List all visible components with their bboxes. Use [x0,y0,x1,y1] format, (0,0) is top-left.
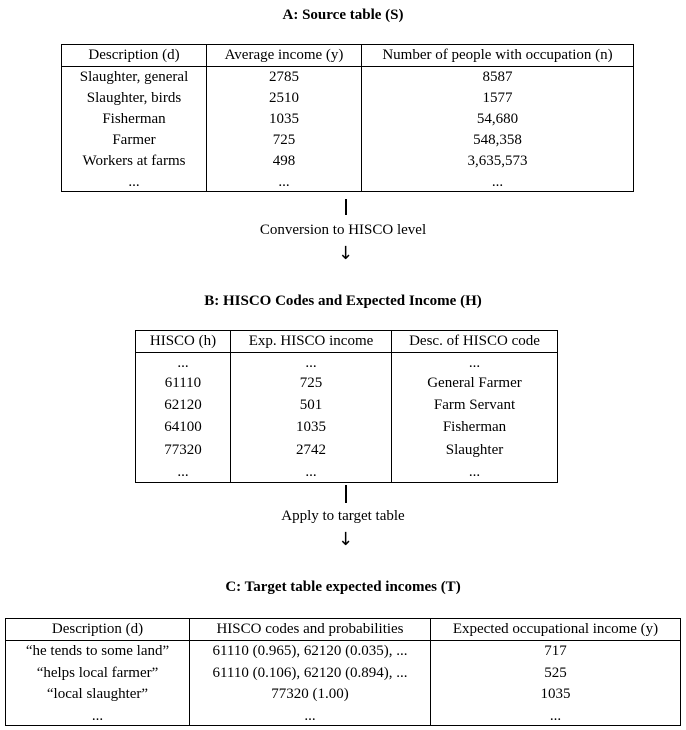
table-cell: ... [190,706,431,726]
table-cell: 77320 (1.00) [190,684,431,706]
hisco-table-body [136,353,558,483]
table-cell: ... [177,463,189,480]
table-cell: 1035 [207,109,362,130]
table-row [136,417,558,439]
column-header: Expected occupational income (y) [431,619,681,641]
down-arrow-icon: ↓ [338,243,354,264]
column-header: Average income (y) [207,45,362,67]
table-cell: 64100 [164,419,202,436]
connector-line [345,485,347,503]
source-table-title: A: Source table (S) [282,7,404,23]
table-cell: 725 [207,130,362,151]
table-cell: 62120 [164,397,202,414]
table-row [62,151,634,172]
table-cell: 77320 [164,441,202,458]
column-header: Description (d) [6,619,190,641]
column-header: HISCO (h) [136,331,231,353]
column-header: HISCO codes and probabilities [190,619,431,641]
table-cell: 2785 [207,67,362,89]
table-cell: ... [91,707,104,724]
table-row [6,663,681,685]
table-cell: 54,680 [362,109,634,130]
table-cell: 548,358 [362,130,634,151]
table-cell: 725 [231,373,392,395]
table-cell: Slaughter, general [79,69,189,85]
connector-line [345,199,347,215]
table-cell: Slaughter, birds [86,90,182,106]
table-row [6,684,681,706]
table-cell: 1035 [231,417,392,439]
table-cell: “local slaughter” [46,686,149,703]
table-cell: 1577 [362,88,634,109]
table-cell: ... [231,462,392,483]
table-row [136,373,558,395]
down-arrow-icon: ↓ [338,529,354,550]
table-cell: “he tends to some land” [25,643,170,659]
table-row [136,462,558,483]
column-header: Description (d) [62,45,207,67]
hisco-table-title: B: HISCO Codes and Expected Income (H) [204,293,482,309]
table-cell: ... [128,174,140,190]
source-table [61,44,634,192]
table-cell: General Farmer [392,373,558,395]
table-cell: “helps local farmer” [36,664,159,681]
target-table [5,618,681,726]
table-cell: 3,635,573 [362,151,634,172]
table-cell: Farm Servant [392,395,558,417]
table-cell: Fisherman [102,111,166,127]
column-header: Number of people with occupation (n) [362,45,634,67]
target-table-title: C: Target table expected incomes (T) [225,579,461,595]
table-cell: 2510 [207,88,362,109]
table-row [136,353,558,374]
table-cell: 717 [431,641,681,663]
table-cell: 498 [207,151,362,172]
hisco-table [135,330,558,483]
apply-step-label: Apply to target table [281,508,405,524]
target-table-body [6,641,681,726]
table-cell: ... [207,172,362,192]
table-cell: 2742 [231,440,392,462]
source-table-body [62,67,634,192]
table-cell: 8587 [362,67,634,89]
table-row [136,395,558,417]
conversion-step-label: Conversion to HISCO level [259,222,427,238]
table-cell: 1035 [431,684,681,706]
table-cell: ... [231,353,392,374]
column-header: Desc. of HISCO code [392,331,558,353]
table-cell: 61110 (0.106), 62120 (0.894), ... [190,663,431,685]
table-cell: 501 [231,395,392,417]
table-cell: ... [392,462,558,483]
table-cell: Farmer [112,132,156,148]
table-row [62,67,634,89]
column-header: Exp. HISCO income [231,331,392,353]
table-row [62,109,634,130]
table-cell: Slaughter [392,440,558,462]
table-row [6,641,681,663]
table-cell: ... [362,172,634,192]
table-cell: 61110 [164,375,202,392]
table-row [136,440,558,462]
table-row [62,88,634,109]
table-row [6,706,681,726]
table-cell: ... [177,355,189,371]
table-cell: ... [431,706,681,726]
table-row [62,172,634,192]
table-cell: 525 [431,663,681,685]
table-cell: Workers at farms [82,153,186,169]
table-row [62,130,634,151]
table-cell: 61110 (0.965), 62120 (0.035), ... [190,641,431,663]
table-cell: Fisherman [392,417,558,439]
table-cell: ... [392,353,558,374]
